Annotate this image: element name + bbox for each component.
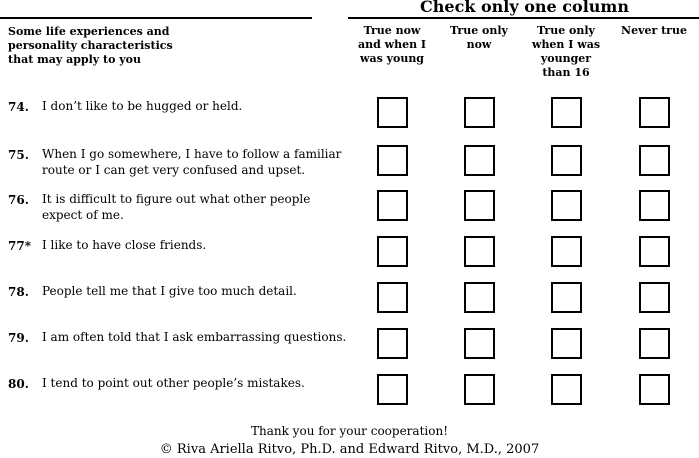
checkbox-true-now-and-young[interactable] — [377, 282, 408, 313]
checkbox-never-true[interactable] — [639, 328, 670, 359]
checkbox-true-now-and-young[interactable] — [377, 328, 408, 359]
question-text: I don’t like to be hugged or held. — [42, 99, 243, 113]
checkbox-true-only-now[interactable] — [464, 328, 495, 359]
checkbox-true-only-now[interactable] — [464, 145, 495, 176]
check-column-title: Check only one column — [420, 0, 629, 16]
question-number: 75. — [8, 148, 29, 162]
checkbox-never-true[interactable] — [639, 374, 670, 405]
checkbox-true-now-and-young[interactable] — [377, 374, 408, 405]
question-text: People tell me that I give too much detail. — [42, 284, 297, 298]
checkbox-true-only-now[interactable] — [464, 236, 495, 267]
checkbox-true-now-and-young[interactable] — [377, 236, 408, 267]
checkbox-never-true[interactable] — [639, 97, 670, 128]
checkbox-never-true[interactable] — [639, 145, 670, 176]
checkbox-true-only-younger[interactable] — [551, 145, 582, 176]
checkbox-true-only-younger[interactable] — [551, 236, 582, 267]
question-text: I am often told that I ask embarrassing questions. — [42, 330, 347, 344]
checkbox-never-true[interactable] — [639, 190, 670, 221]
question-number: 76. — [8, 193, 29, 207]
header-rule-right — [348, 17, 699, 19]
header-rule-left — [0, 17, 312, 19]
checkbox-true-now-and-young[interactable] — [377, 97, 408, 128]
column-header-never-true: Never true — [621, 24, 687, 37]
checkbox-true-only-younger[interactable] — [551, 374, 582, 405]
column-header-true-only-now: True only now — [450, 24, 508, 51]
checkbox-true-only-now[interactable] — [464, 374, 495, 405]
question-number: 74. — [8, 100, 29, 114]
intro-label: Some life experiences and personality characteristics that may apply to you — [8, 25, 173, 66]
checkbox-true-now-and-young[interactable] — [377, 145, 408, 176]
checkbox-true-now-and-young[interactable] — [377, 190, 408, 221]
thanks-note: Thank you for your cooperation! — [250, 424, 449, 438]
checkbox-true-only-now[interactable] — [464, 190, 495, 221]
checkbox-true-only-now[interactable] — [464, 97, 495, 128]
checkbox-true-only-younger[interactable] — [551, 190, 582, 221]
checkbox-never-true[interactable] — [639, 282, 670, 313]
question-number: 78. — [8, 285, 29, 299]
question-number: 80. — [8, 377, 29, 391]
checkbox-true-only-younger[interactable] — [551, 97, 582, 128]
column-header-true-now-and-young: True now and when I was young — [357, 24, 427, 65]
question-number: 77* — [8, 239, 31, 253]
question-text: It is difficult to figure out what other people expect of me. — [42, 192, 311, 222]
copyright-line: © Riva Ariella Ritvo, Ph.D. and Edward Ritvo, M.D., 2007 — [159, 442, 540, 457]
question-text: When I go somewhere, I have to follow a familiar route or I can get very confused and upset. — [42, 147, 342, 177]
checkbox-true-only-younger[interactable] — [551, 282, 582, 313]
column-header-true-only-younger: True only when I was younger than 16 — [531, 24, 601, 79]
checkbox-true-only-younger[interactable] — [551, 328, 582, 359]
checkbox-never-true[interactable] — [639, 236, 670, 267]
checkbox-true-only-now[interactable] — [464, 282, 495, 313]
question-number: 79. — [8, 331, 29, 345]
question-text: I like to have close friends. — [42, 238, 207, 252]
question-text: I tend to point out other people’s mistakes. — [42, 376, 305, 390]
